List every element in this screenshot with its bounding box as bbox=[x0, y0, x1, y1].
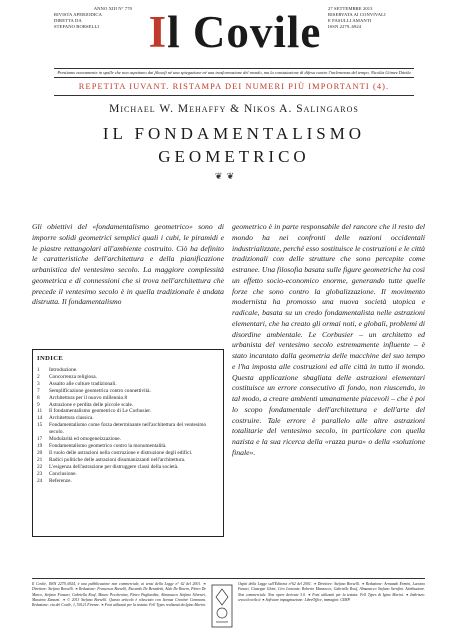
toc-entry-page: 23 bbox=[37, 470, 43, 477]
masthead-title-rest: l Covile bbox=[167, 7, 322, 57]
toc-list bbox=[37, 367, 219, 484]
toc-entry-page: 21 bbox=[37, 456, 43, 463]
covile-emblem-icon bbox=[210, 583, 234, 629]
toc-entry-page: 20 bbox=[37, 449, 43, 456]
toc-entry bbox=[37, 436, 219, 443]
toc-entry-label: Architettura per il nuovo millennio.8 bbox=[49, 394, 128, 401]
toc-entry-page: 7 bbox=[37, 387, 40, 394]
toc-entry-label: Architettura classica. bbox=[49, 415, 94, 422]
toc-entry-label: Il ruolo delle astrazioni nella costruzione e distruzione degli edifici. bbox=[49, 449, 193, 456]
toc-entry bbox=[37, 457, 219, 464]
toc-entry-page: 14 bbox=[37, 415, 43, 422]
masthead-right-line: E FASULLI AMANTI bbox=[328, 18, 372, 23]
article-authors: Michael W. Mehaffy & Nikos A. Salingaros bbox=[109, 103, 359, 115]
toc-entry bbox=[37, 450, 219, 457]
toc-entry-page: 24 bbox=[37, 477, 43, 484]
toc-entry-label: Radici politiche delle astrazioni disumanizzanti nell'architettura. bbox=[49, 456, 186, 463]
toc-entry-label: Conclusione. bbox=[49, 470, 77, 477]
toc-entry-label: Assalto alle culture tradizionali. bbox=[49, 380, 117, 387]
masthead-right-line: RISERVATA AI CONVIVALI bbox=[328, 12, 386, 17]
article-title-line: IL FONDAMENTALISMO bbox=[102, 124, 366, 143]
toc-entry bbox=[37, 374, 219, 381]
masthead-issue: ANNO XIII N° 770 bbox=[93, 6, 132, 11]
toc-entry-page: 17 bbox=[37, 436, 43, 443]
article-column-right: geometrico è in parte responsabile del rancore che il resto del mondo ha nei confronti delle nazioni occidentali industrializzate, perché esso sostituisce le costruzioni e le città tradizionali con delle strutture che sono percepite come estranee. Una filosofia basata sulle figure geometriche ha così un effetto socio-economico enorme, generando tutte quelle forze che sono contro la globalizzazione. Il movimento modernista ha promosso una nuova società utopica e radicale, basata su un credo fondamentalista nelle astrazioni elementari, che ha creato gli ormai noti, e globali, problemi di disordine ambientale. Le Corbusier – un architetto ed urbanista del ventesimo secolo estremamente influente – è stato incantato dalla geometria delle macchine del suo tempo e l'ha imposta alle costruzioni ed alle città in tutto il mondo. Questa applicazione sbagliata delle astrazioni elementari costituisce un errore consecutivo di fondo, non riuscendo, in tal modo, a creare ambienti umanamente piacevoli – che è poi lo scopo fondamentale dell'architettura e dell'arte del costruire. Tale errore è parallelo alle altre astrazioni totalitarie del ventesimo secolo, in particolare con quella nazista e la sua ricerca della «razza pura» o della «soluzione finale». bbox=[232, 222, 425, 457]
toc-entry-label: Il fondamentalismo geometrico di Le Corbusier. bbox=[49, 408, 152, 415]
toc-entry-page: 1 bbox=[37, 367, 40, 373]
masthead-title bbox=[142, 0, 328, 64]
toc-entry-label: Semplificazione geometrica contro connettività. bbox=[49, 387, 151, 394]
toc-entry-page: 15 bbox=[37, 422, 43, 429]
toc-entry-label: Introduzione. bbox=[49, 367, 78, 373]
masthead-tagline: Prestiamo nuovamente in spalle che non aspettano dai filosofi né una spiegazione né una trasformazione del mondo, ma la constatazione di difesa contro l'inclemenza del tempo. Nicolás Gómez Dávila bbox=[57, 70, 411, 75]
masthead-left-line: STEFANO BORSELLI bbox=[54, 24, 100, 29]
table-of-contents bbox=[32, 349, 224, 537]
toc-entry-page: 8 bbox=[37, 394, 40, 401]
toc-entry-page: 2 bbox=[37, 373, 40, 380]
toc-entry-label: Fondamentalismo geometrico contro la monumentalità. bbox=[49, 442, 167, 449]
toc-entry bbox=[37, 395, 219, 402]
masthead-rule-top bbox=[54, 68, 414, 69]
toc-entry-label: Fondamentalismo come forza determinante nell'architettura del ventesimo secolo. bbox=[49, 422, 207, 436]
masthead-title-initial: I bbox=[148, 7, 168, 57]
article-title-line: GEOMETRICO bbox=[158, 147, 310, 166]
toc-entry-page: 11 bbox=[37, 408, 43, 415]
toc-entry bbox=[37, 422, 219, 436]
toc-entry-label: Referenze. bbox=[49, 477, 72, 484]
toc-entry-label: Modularità ed omogeneizzazione. bbox=[49, 436, 121, 443]
toc-entry-page: 19 bbox=[37, 442, 43, 449]
toc-title: INDICE bbox=[37, 355, 64, 362]
masthead-left-line: RIVISTA APERIODICA bbox=[54, 12, 103, 17]
masthead-date: 27 SETTEMBRE 2013 bbox=[328, 6, 373, 11]
colophon-right: Ospiti della Legge sull'Editoria n°62 del 2001. ❧ Direttore: Stefano Borselli. ❧ Redazione: Armando Ermini, Luciano Funari, Giuseppe Ghini, Ciro Lomonte, Roberto Manzocco, Gabriella Rouf, Almanacco Stefano Serafini. Attribuzione. Non commerciale. Non opere derivate 3.0. ❧ Font utilizzati per la testata: Fell Types di Igino Marini. ❧ Indirizzo: www.ilcovile.it ❧ Software impaginazione: LibreOffice, immagini: GIMP. bbox=[238, 582, 425, 602]
toc-entry bbox=[37, 381, 219, 388]
fleuron-ornament-icon: ❦ ❦ bbox=[214, 171, 236, 181]
series-rule bbox=[54, 95, 414, 96]
toc-entry bbox=[37, 388, 219, 395]
masthead bbox=[54, 2, 414, 66]
masthead-rule-bottom bbox=[54, 77, 414, 78]
toc-entry-label: Astrazione e perdita delle piccole scale. bbox=[49, 401, 134, 408]
toc-entry-label: Concorrenza religiosa. bbox=[49, 373, 97, 380]
masthead-right-line: ISSN 2279–6924 bbox=[328, 24, 362, 29]
toc-entry bbox=[37, 443, 219, 450]
colophon bbox=[32, 578, 425, 632]
toc-entry-label: L'esigenza dell'astrazione per distruggere classi della società. bbox=[49, 463, 179, 470]
series-heading: REPETITA IUVANT. RISTAMPA DEI NUMERI PIÙ IMPORTANTI (4). bbox=[78, 82, 390, 91]
article-column-left: Gli obiettivi del «fondamentalismo geometrico» sono di imporre solidi geometrici semplici quali i cubi, le piramidi e le piastre rettangolari all'ambiente costruito. Ciò ha definito le caratteristiche dell'architettura e della pianificazione urbanistica del ventesimo secolo. La maggiore complessità geometrica e di connessioni che si trova nell'architettura che precede il ventesimo secolo è in quella tradizionale è andata distrutta. Il fondamentalismo bbox=[32, 222, 224, 307]
toc-entry-page: 3 bbox=[37, 380, 40, 387]
masthead-right-block bbox=[328, 6, 414, 30]
toc-entry-page: 22 bbox=[37, 463, 43, 470]
toc-entry bbox=[37, 464, 219, 471]
toc-entry bbox=[37, 471, 219, 478]
toc-entry bbox=[37, 478, 219, 485]
toc-entry bbox=[37, 408, 219, 415]
toc-entry bbox=[37, 367, 219, 374]
masthead-left-block bbox=[54, 6, 134, 30]
toc-entry-page: 9 bbox=[37, 401, 40, 408]
masthead-left-line: DIRETTA DA bbox=[54, 18, 82, 23]
article-title bbox=[54, 122, 414, 168]
colophon-left: Il Covile, ISSN 2279–6924, è una pubblicazione non commerciale, ai sensi della Legge n° 62 del 2001. ❧ Direttore: Stefano Borselli. ❧ Redazione: Francesca Borselli, Riccardo De Benedetti, Aldo De Rinero, Pietro De Marco, Stefano Fonsari, Gabriella Rouf, Mauro Pecchenino, Pietro Pagliardini, Almanacco Stefano Silvestri, Massimo Zanazzi. ❧ © 2013 Stefano Borselli. Questo articolo è rilasciato con licenza Creative Commons. Redazione: via del Covile, 1, 50121 Firenze. ❧ Font utilizzati per la testata: Fell Types realizzati da Igino Marini. bbox=[32, 582, 206, 608]
